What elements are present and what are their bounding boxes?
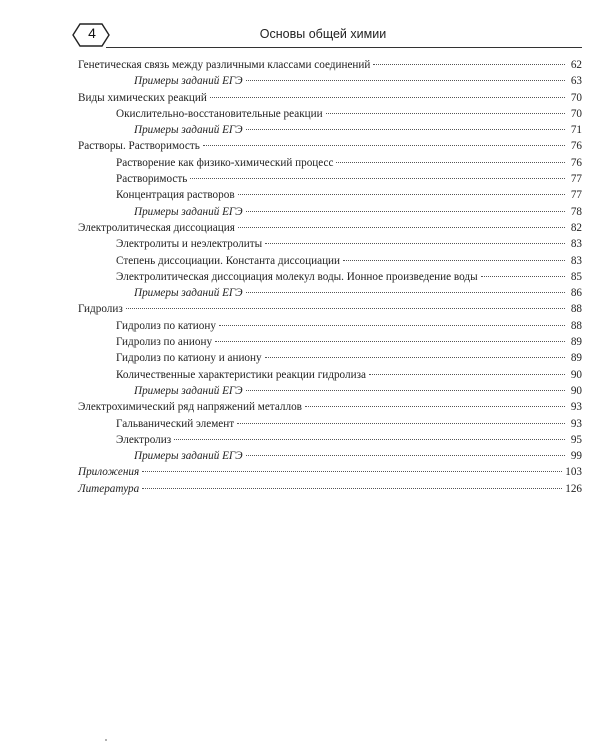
toc-entry-page: 103 bbox=[565, 466, 582, 479]
toc-leader-dots bbox=[246, 292, 565, 293]
toc-entry bbox=[78, 155, 582, 171]
page-number: 4 bbox=[88, 25, 96, 41]
toc-entry bbox=[78, 106, 582, 122]
toc-entry bbox=[78, 187, 582, 203]
toc-leader-dots bbox=[126, 308, 565, 309]
toc-leader-dots bbox=[142, 471, 562, 472]
running-title: Основы общей химии bbox=[259, 27, 387, 41]
toc-leader-dots bbox=[246, 455, 565, 456]
toc-leader-dots bbox=[343, 260, 565, 261]
toc-entry-page: 77 bbox=[570, 173, 582, 186]
toc-leader-dots bbox=[246, 80, 565, 81]
toc-entry-title: Растворение как физико-химический процесс bbox=[116, 156, 334, 169]
toc-entry-page: 89 bbox=[570, 352, 582, 365]
toc-leader-dots bbox=[174, 439, 565, 440]
toc-entry-title: Примеры заданий ЕГЭ bbox=[134, 287, 243, 300]
toc-entry-title: Примеры заданий ЕГЭ bbox=[134, 205, 243, 218]
toc-entry-title: Гидролиз bbox=[78, 303, 123, 316]
toc-entry bbox=[78, 90, 582, 106]
toc-entry-title: Количественные характеристики реакции гидролиза bbox=[116, 368, 366, 381]
toc-entry-page: 62 bbox=[570, 59, 582, 71]
toc-entry bbox=[78, 269, 582, 285]
toc-entry-page: 85 bbox=[570, 270, 582, 283]
toc-entry-page: 71 bbox=[570, 124, 582, 137]
toc-entry bbox=[78, 122, 582, 138]
toc-leader-dots bbox=[210, 97, 565, 98]
toc-entry bbox=[78, 448, 582, 464]
toc-entry bbox=[78, 57, 582, 73]
toc-entry bbox=[78, 318, 582, 334]
toc-entry bbox=[78, 138, 582, 154]
toc-leader-dots bbox=[265, 243, 565, 244]
toc-entry-title: Литература bbox=[78, 482, 140, 495]
toc-entry-page: 88 bbox=[570, 319, 582, 332]
toc-leader-dots bbox=[203, 145, 565, 146]
toc-entry bbox=[78, 204, 582, 220]
toc-leader-dots bbox=[246, 211, 565, 212]
toc-entry bbox=[78, 73, 582, 89]
toc-entry-page: 126 bbox=[565, 482, 582, 495]
toc-entry-page: 86 bbox=[570, 287, 582, 300]
toc-entry-page: 82 bbox=[570, 221, 582, 234]
toc-entry-page: 77 bbox=[570, 189, 582, 202]
toc-entry-title: Электрохимический ряд напряжений металлов bbox=[78, 401, 302, 414]
toc-entry-title: Электролитическая диссоциация bbox=[78, 221, 235, 234]
toc-leader-dots bbox=[215, 341, 565, 342]
toc-entry-title: Гидролиз по катиону bbox=[116, 319, 216, 332]
toc-entry-page: 89 bbox=[570, 336, 582, 349]
toc-entry-title: Окислительно-восстановительные реакции bbox=[116, 107, 323, 120]
toc-entry-title: Гидролиз по катиону и аниону bbox=[116, 352, 262, 365]
toc-leader-dots bbox=[369, 374, 565, 375]
toc-entry-page: 93 bbox=[570, 401, 582, 414]
toc-leader-dots bbox=[481, 276, 565, 277]
toc-entry-page: 76 bbox=[570, 140, 582, 153]
toc-entry-title: Виды химических реакций bbox=[78, 91, 207, 104]
toc-entry bbox=[78, 367, 582, 383]
toc-leader-dots bbox=[246, 129, 565, 130]
toc-entry bbox=[78, 285, 582, 301]
toc-entry-page: 70 bbox=[570, 107, 582, 120]
toc-entry-page: 95 bbox=[570, 433, 582, 446]
toc-entry bbox=[78, 481, 582, 497]
table-of-contents bbox=[78, 57, 582, 497]
toc-leader-dots bbox=[238, 227, 565, 228]
toc-entry bbox=[78, 220, 582, 236]
toc-entry-page: 88 bbox=[570, 303, 582, 316]
toc-entry bbox=[78, 432, 582, 448]
toc-entry-title: Приложения bbox=[78, 466, 140, 479]
toc-entry-title: Растворимость bbox=[116, 173, 188, 186]
toc-entry-title: Примеры заданий ЕГЭ bbox=[134, 450, 243, 463]
toc-entry-title: Гальванический элемент bbox=[116, 417, 235, 430]
toc-entry-page: 83 bbox=[570, 254, 582, 267]
toc-entry bbox=[78, 253, 582, 269]
page-header bbox=[72, 22, 582, 48]
toc-entry-title: Электролиты и неэлектролиты bbox=[116, 238, 263, 251]
toc-entry bbox=[78, 171, 582, 187]
toc-entry-title: Примеры заданий ЕГЭ bbox=[134, 75, 243, 88]
toc-entry bbox=[78, 236, 582, 252]
toc-entry-page: 76 bbox=[570, 156, 582, 169]
toc-leader-dots bbox=[326, 113, 565, 114]
toc-entry-title: Примеры заданий ЕГЭ bbox=[134, 384, 243, 397]
toc-entry bbox=[78, 350, 582, 366]
toc-leader-dots bbox=[336, 162, 565, 163]
toc-entry-page: 99 bbox=[570, 450, 582, 463]
toc-entry bbox=[78, 383, 582, 399]
header-rule bbox=[106, 47, 582, 48]
scan-speck bbox=[105, 739, 107, 741]
toc-entry-title: Степень диссоциации. Константа диссоциации bbox=[116, 254, 341, 267]
toc-entry-page: 93 bbox=[570, 417, 582, 430]
toc-leader-dots bbox=[142, 488, 562, 489]
toc-entry-page: 90 bbox=[570, 368, 582, 381]
toc-leader-dots bbox=[238, 194, 565, 195]
toc-entry-title: Электролиз bbox=[116, 433, 172, 446]
toc-leader-dots bbox=[373, 64, 565, 65]
toc-entry-title: Растворы. Растворимость bbox=[78, 140, 200, 153]
toc-leader-dots bbox=[190, 178, 565, 179]
toc-leader-dots bbox=[219, 325, 565, 326]
toc-entry bbox=[78, 416, 582, 432]
toc-entry-title: Примеры заданий ЕГЭ bbox=[134, 124, 243, 137]
toc-entry-title: Генетическая связь между различными классами соединений bbox=[78, 59, 371, 71]
toc-entry-page: 78 bbox=[570, 205, 582, 218]
toc-leader-dots bbox=[265, 357, 565, 358]
toc-entry bbox=[78, 399, 582, 415]
toc-entry bbox=[78, 301, 582, 317]
toc-entry-page: 70 bbox=[570, 91, 582, 104]
toc-entry-page: 90 bbox=[570, 384, 582, 397]
toc-entry-title: Концентрация растворов bbox=[116, 189, 235, 202]
toc-entry-title: Электролитическая диссоциация молекул воды. Ионное произведение воды bbox=[116, 270, 478, 283]
toc-entry bbox=[78, 334, 582, 350]
toc-entry-title: Гидролиз по аниону bbox=[116, 336, 213, 349]
toc-entry-page: 83 bbox=[570, 238, 582, 251]
toc-leader-dots bbox=[246, 390, 565, 391]
toc-leader-dots bbox=[237, 423, 565, 424]
toc-entry-page: 63 bbox=[570, 75, 582, 88]
toc-entry bbox=[78, 464, 582, 480]
toc-leader-dots bbox=[305, 406, 565, 407]
